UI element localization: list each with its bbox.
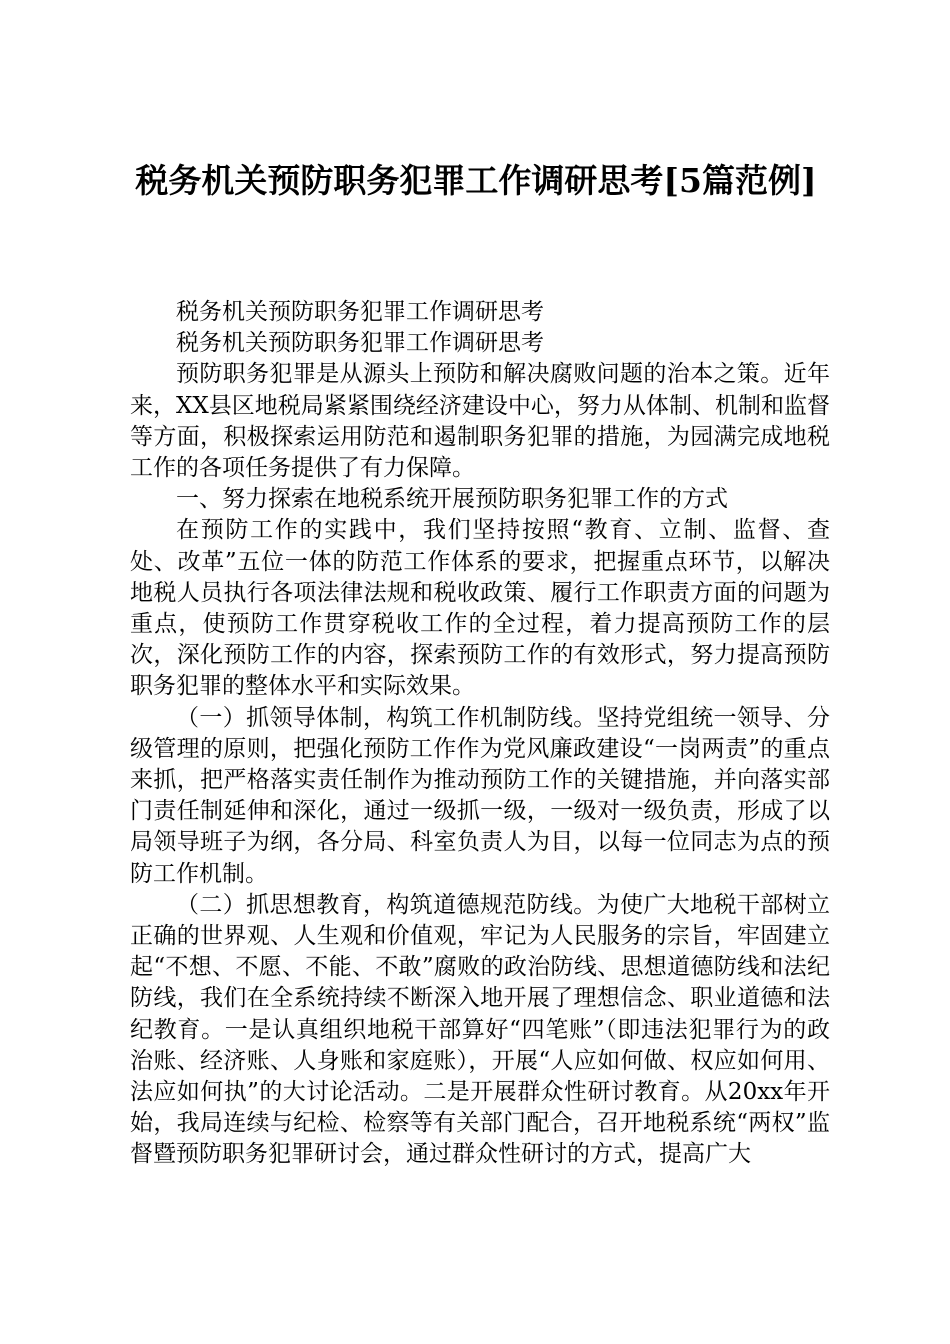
body-paragraph: 在预防工作的实践中，我们坚持按照“教育、立制、监督、查处、改革”五位一体的防范工作体系的要求，把握重点环节，以解决地税人员执行各项法律法规和税收政策、履行工作职责方面的问题为重点，使预防工作贯穿税收工作的全过程，着力提高预防工作的层次，深化预防工作的内容，探索预防工作的有效形式，努力提高预防职务犯罪的整体水平和实际效果。 — [130, 517, 830, 700]
body-paragraph: （一）抓领导体制，构筑工作机制防线。坚持党组统一领导、分级管理的原则，把强化预防工作作为党风廉政建设“一岗两责”的重点来抓，把严格落实责任制作为推动预防工作的关键措施，并向落实部门责任制延伸和深化，通过一级抓一级，一级对一级负责，形成了以局领导班子为纲，各分局、科室负责人为目，以每一位同志为点的预防工作机制。 — [130, 704, 830, 887]
section-heading: 一、努力探索在地税系统开展预防职务犯罪工作的方式 — [176, 486, 728, 513]
document-body — [130, 297, 830, 1171]
subtitle-line: 税务机关预防职务犯罪工作调研思考 — [176, 330, 544, 357]
body-paragraph: 预防职务犯罪是从源头上预防和解决腐败问题的治本之策。近年来，XX县区地税局紧紧围绕经济建设中心，努力从体制、机制和监督等方面，积极探索运用防范和遏制职务犯罪的措施，为园满完成地税工作的各项任务提供了有力保障。 — [130, 361, 830, 482]
subtitle-line: 税务机关预防职务犯罪工作调研思考 — [176, 299, 544, 325]
body-paragraph: （二）抓思想教育，构筑道德规范防线。为使广大地税干部树立正确的世界观、人生观和价值观，牢记为人民服务的宗旨，牢固建立起“不想、不愿、不能、不敢”腐败的政治防线、思想道德防线和法纪防线，我们在全系统持续不断深入地开展了理想信念、职业道德和法纪教育。一是认真组织地税干部算好“四笔账”（即违法犯罪行为的政治账、经济账、人身账和家庭账），开展“人应如何做、权应如何用、法应如何执”的大讨论活动。二是开展群众性研讨教育。从20xx年开始，我局连续与纪检、检察等有关部门配合，召开地税系统“两权”监督暨预防职务犯罪研讨会，通过群众性研讨的方式，提高广大 — [130, 891, 830, 1168]
document-title: 税务机关预防职务犯罪工作调研思考[5篇范例] — [135, 161, 817, 200]
